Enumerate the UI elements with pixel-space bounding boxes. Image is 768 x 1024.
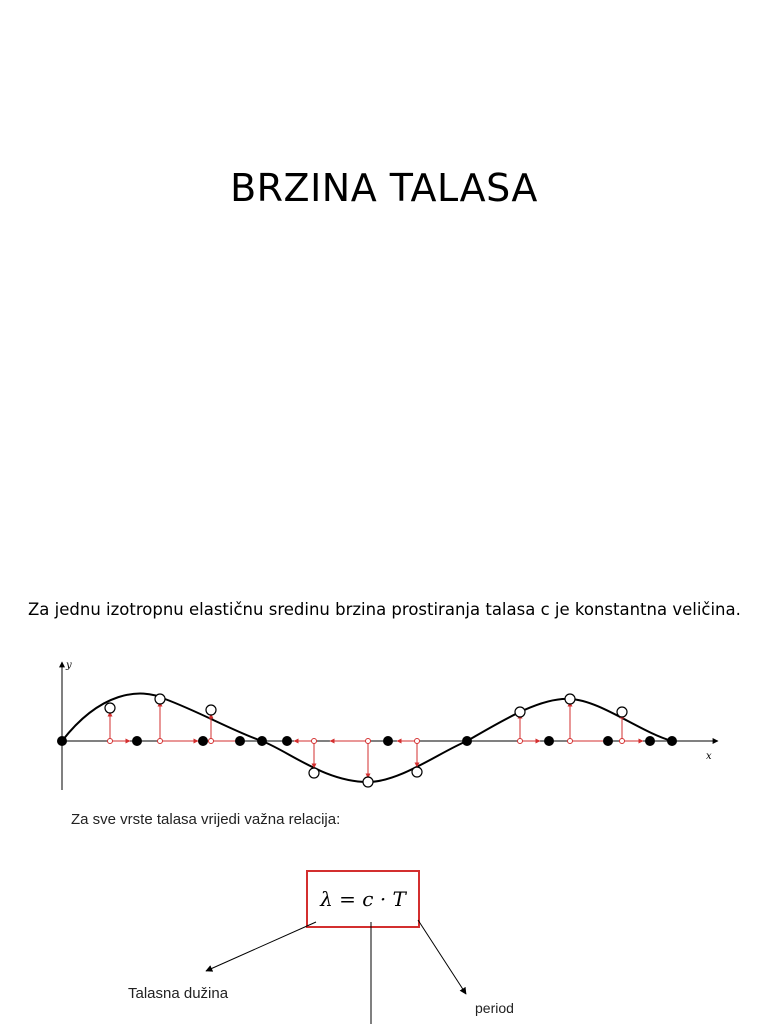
slide-title: BRZINA TALASA: [230, 166, 538, 210]
formula: λ = c · T: [320, 887, 406, 911]
wave-curve: [62, 694, 672, 782]
period-label: period: [475, 1000, 514, 1016]
wavelength-arrow: [206, 922, 316, 971]
y-axis-label: y: [66, 660, 72, 671]
x-axis-label: x: [706, 751, 712, 762]
formula-box: [306, 870, 420, 928]
period-arrow: [418, 920, 466, 994]
wavelength-label: Talasna dužina: [128, 985, 229, 1002]
intro-paragraph: Za jednu izotropnu elastičnu sredinu brzina prostiranja talasa c je konstantna veličina.: [28, 600, 741, 619]
wave-diagram: [40, 652, 730, 792]
relation-text: Za sve vrste talasa vrijedi važna relacija:: [71, 811, 341, 828]
